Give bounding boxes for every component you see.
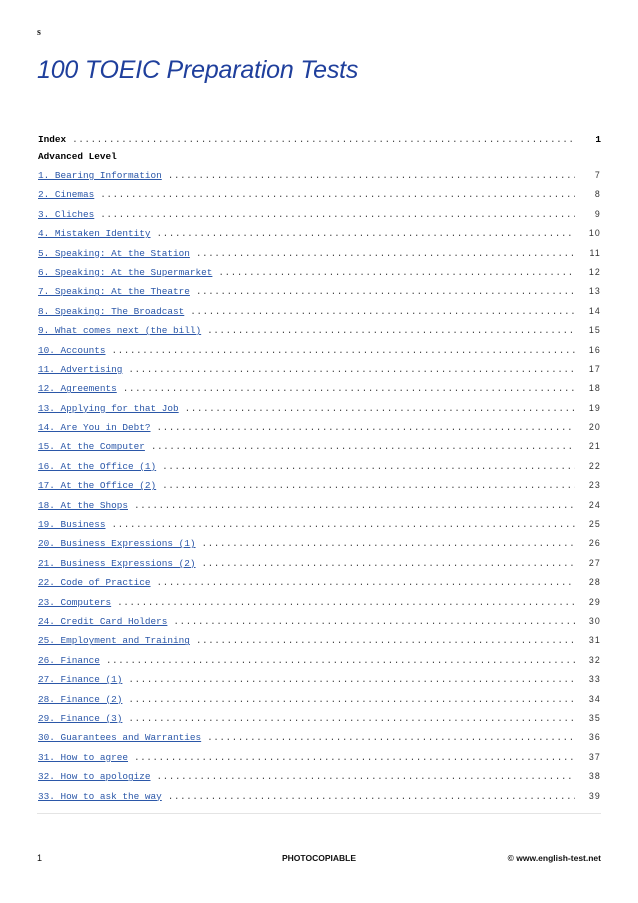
toc-entry-link[interactable]: 23. Computers: [38, 596, 112, 608]
toc-entry: [38, 263, 601, 282]
toc-entry-link[interactable]: 12. Agreements: [38, 383, 117, 395]
dot-leader: [201, 728, 575, 747]
toc-entry: [38, 476, 601, 495]
toc-entry: [38, 321, 601, 340]
dot-leader: [201, 321, 575, 340]
toc-entry: [38, 651, 601, 670]
toc-entry-page-number: 12: [588, 266, 601, 277]
toc-entries: [38, 166, 601, 806]
toc-entry-link[interactable]: 30. Guarantees and Warranties: [38, 732, 202, 744]
toc-entry-page-number: 21: [588, 441, 601, 452]
toc-entry-link[interactable]: 10. Accounts: [38, 344, 106, 356]
dot-leader: [100, 651, 575, 670]
toc-entry-link[interactable]: 2. Cinemas: [38, 189, 95, 201]
toc-entry-link[interactable]: 16. At the Office (1): [38, 460, 157, 472]
toc-entry-page-number: 10: [588, 228, 601, 239]
toc-entry-page-number: 23: [588, 480, 601, 491]
toc-entry-page-number: 38: [588, 771, 601, 782]
dot-leader: [196, 534, 575, 553]
dot-leader: [106, 341, 575, 360]
toc-entry-link[interactable]: 8. Speaking: The Broadcast: [38, 305, 185, 317]
toc-entry-link[interactable]: 20. Business Expressions (1): [38, 538, 196, 550]
toc-entry: [38, 709, 601, 728]
dot-leader: [156, 476, 575, 495]
toc-entry-page-number: 16: [588, 344, 601, 355]
toc-entry: [38, 670, 601, 689]
toc-entry-page-number: 17: [588, 363, 601, 374]
toc-entry-page-number: 24: [588, 499, 601, 510]
toc-entry-link[interactable]: 24. Credit Card Holders: [38, 615, 168, 627]
toc-entry-page-number: 31: [588, 635, 601, 646]
index-label: Index: [38, 134, 67, 145]
toc-entry: [38, 302, 601, 321]
toc-entry: [38, 534, 601, 553]
toc-entry-page-number: 18: [588, 383, 601, 394]
toc-entry: [38, 244, 601, 263]
toc-entry: [38, 612, 601, 631]
toc-entry-link[interactable]: 21. Business Expressions (2): [38, 557, 196, 569]
toc-entry-link[interactable]: 4. Mistaken Identity: [38, 228, 151, 240]
document-title: 100 TOEIC Preparation Tests: [37, 56, 359, 84]
footer-page-number: 1: [37, 853, 43, 863]
corner-mark: s: [37, 27, 41, 38]
toc-entry-page-number: 7: [594, 170, 601, 180]
toc-entry-page-number: 19: [588, 402, 601, 413]
toc-entry-link[interactable]: 6. Speaking: At the Supermarket: [38, 266, 213, 278]
dot-leader: [151, 573, 575, 592]
toc-entry-page-number: 8: [594, 189, 601, 200]
toc-entry-page-number: 32: [588, 654, 601, 665]
toc-entry-page-number: 29: [588, 596, 601, 607]
dot-leader: [151, 224, 575, 243]
dot-leader: [190, 631, 575, 650]
toc-entry: [38, 418, 601, 437]
dot-leader: [122, 709, 575, 728]
toc-entry-page-number: 25: [588, 519, 601, 530]
dot-leader: [122, 690, 575, 709]
toc-entry-page-number: 15: [588, 325, 601, 336]
toc-entry: [38, 573, 601, 592]
toc-entry-page-number: 11: [589, 247, 601, 258]
dot-leader: [111, 593, 575, 612]
dot-leader: [122, 670, 575, 689]
toc-entry-page-number: 27: [588, 557, 601, 568]
photocopiable-note: PHOTOCOPIABLE: [282, 853, 356, 863]
dot-leader: [196, 554, 575, 573]
toc-entry: [38, 767, 601, 786]
table-of-contents: [38, 131, 601, 806]
dot-leader: [190, 282, 575, 301]
toc-entry: [38, 515, 601, 534]
toc-entry-link[interactable]: 11. Advertising: [38, 363, 123, 375]
toc-entry-page-number: 35: [588, 712, 601, 723]
toc-entry: [38, 379, 601, 398]
dot-leader: [94, 185, 575, 204]
toc-entry-page-number: 14: [588, 305, 601, 316]
toc-entry-link[interactable]: 22. Code of Practice: [38, 577, 151, 589]
dot-leader: [122, 360, 575, 379]
dot-leader: [151, 767, 575, 786]
footer-divider: [37, 813, 601, 814]
dot-leader: [66, 131, 575, 148]
dot-leader: [184, 302, 575, 321]
toc-entry-page-number: 39: [588, 790, 601, 801]
dot-leader: [162, 787, 575, 806]
toc-entry-page-number: 9: [594, 208, 601, 219]
dot-leader: [156, 457, 575, 476]
toc-entry: [38, 185, 601, 204]
toc-entry: [38, 437, 601, 456]
toc-entry-link[interactable]: 18. At the Shops: [38, 499, 129, 511]
toc-entry-link[interactable]: 28. Finance (2): [38, 693, 123, 705]
toc-entry-link[interactable]: 13. Applying for that Job: [38, 402, 179, 414]
toc-entry: [38, 166, 601, 185]
toc-entry: [38, 360, 601, 379]
dot-leader: [117, 379, 575, 398]
toc-entry-link[interactable]: 14. Are You in Debt?: [38, 422, 151, 434]
toc-entry: [38, 399, 601, 418]
toc-entry: [38, 554, 601, 573]
toc-entry-page-number: 34: [588, 693, 601, 704]
toc-entry-page-number: 20: [588, 422, 601, 433]
toc-entry-link[interactable]: 15. At the Computer: [38, 441, 145, 453]
toc-entry-link[interactable]: 9. What comes next (the bill): [38, 325, 202, 337]
toc-entry-page-number: 13: [588, 286, 601, 297]
toc-entry-link[interactable]: 31. How to agree: [38, 751, 129, 763]
toc-entry: [38, 205, 601, 224]
toc-entry: [38, 341, 601, 360]
toc-entry-link[interactable]: 1. Bearing Information: [38, 170, 162, 181]
dot-leader: [106, 515, 575, 534]
toc-entry: [38, 631, 601, 650]
toc-entry-link[interactable]: 17. At the Office (2): [38, 480, 157, 492]
dot-leader: [128, 748, 575, 767]
toc-entry-link[interactable]: 7. Speaking: At the Theatre: [38, 286, 190, 298]
dot-leader: [145, 437, 575, 456]
toc-entry: [38, 690, 601, 709]
toc-entry-page-number: 26: [588, 538, 601, 549]
dot-leader: [190, 244, 575, 263]
toc-entry-link[interactable]: 19. Business: [38, 519, 106, 531]
dot-leader: [167, 612, 575, 631]
toc-entry: [38, 457, 601, 476]
toc-entry-page-number: 22: [588, 460, 601, 471]
index-row: [38, 131, 601, 148]
toc-entry-link[interactable]: 5. Speaking: At the Station: [38, 247, 190, 259]
toc-entry: [38, 593, 601, 612]
toc-entry-link[interactable]: 32. How to apologize: [38, 771, 151, 783]
toc-entry-page-number: 30: [588, 615, 601, 626]
toc-entry-page-number: 36: [588, 732, 601, 743]
toc-entry: [38, 787, 601, 806]
index-page-number: 1: [595, 134, 601, 145]
toc-entry-page-number: 37: [588, 751, 601, 762]
toc-entry-page-number: 33: [588, 674, 601, 685]
dot-leader: [151, 418, 575, 437]
dot-leader: [212, 263, 575, 282]
toc-entry: [38, 728, 601, 747]
toc-entry-page-number: 28: [588, 577, 601, 588]
toc-entry: [38, 224, 601, 243]
toc-entry-link[interactable]: 29. Finance (3): [38, 712, 123, 724]
copyright-notice: © www.english-test.net: [507, 853, 601, 863]
dot-leader: [179, 399, 575, 418]
toc-entry: [38, 748, 601, 767]
toc-entry-link[interactable]: 26. Finance: [38, 654, 100, 666]
toc-entry-link[interactable]: 25. Employment and Training: [38, 635, 190, 647]
dot-leader: [162, 166, 575, 185]
section-heading: Advanced Level: [38, 151, 117, 162]
toc-entry-link[interactable]: 3. Cliches: [38, 208, 95, 220]
toc-entry: [38, 496, 601, 515]
page-footer: [37, 853, 601, 865]
dot-leader: [94, 205, 575, 224]
dot-leader: [128, 496, 575, 515]
toc-entry: [38, 282, 601, 301]
toc-entry-link[interactable]: 27. Finance (1): [38, 674, 123, 686]
toc-entry-link[interactable]: 33. How to ask the way: [38, 790, 162, 802]
